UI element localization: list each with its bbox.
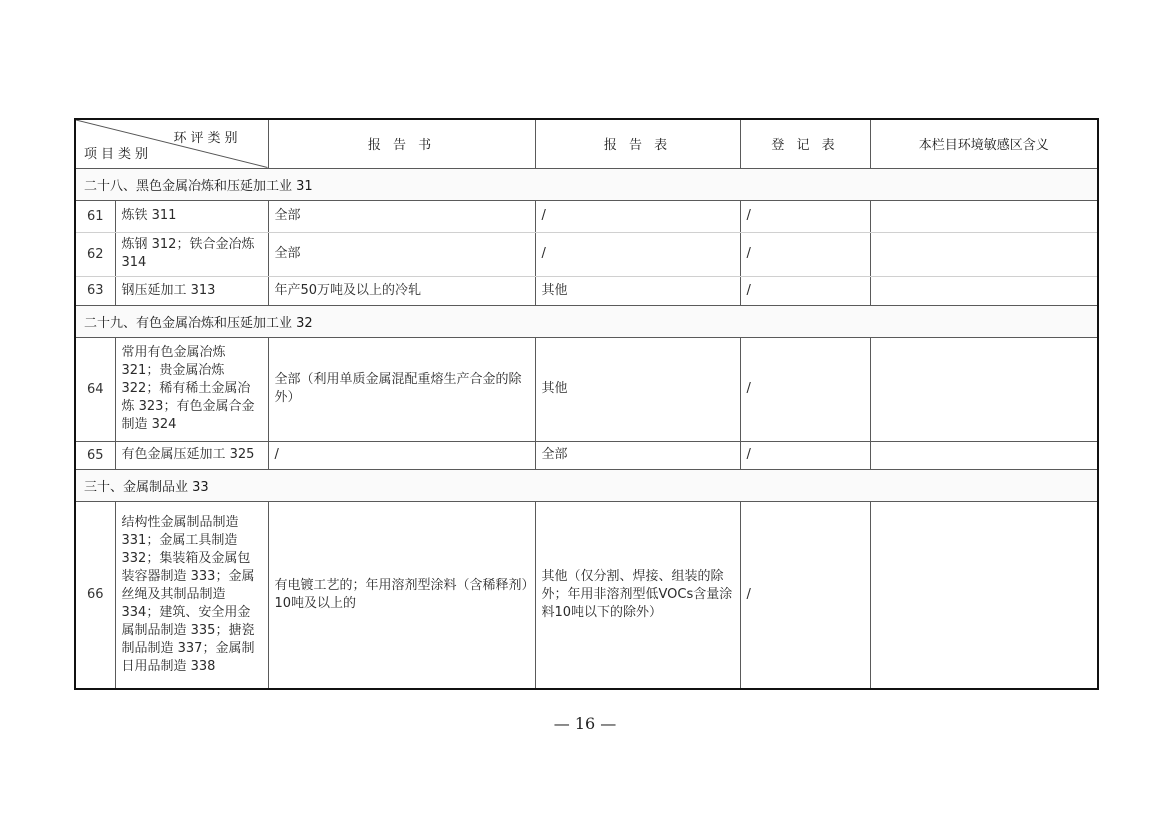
sensitive-area-cell	[870, 232, 1098, 276]
report-form-cell: 全部	[535, 441, 740, 469]
report-book-cell: 全部（利用单质金属混配重熔生产合金的除外）	[268, 337, 535, 441]
report-form-cell: /	[535, 200, 740, 232]
table-row-62	[75, 232, 1098, 276]
header-report-book: 报 告 书	[268, 119, 535, 168]
register-cell: /	[740, 501, 870, 689]
project-category: 常用有色金属冶炼 321；贵金属冶炼 322；稀有稀土金属冶炼 323；有色金属合金制造 324	[115, 337, 268, 441]
sensitive-area-cell	[870, 276, 1098, 305]
sensitive-area-cell	[870, 501, 1098, 689]
header-eia-category: 环评类别	[173, 131, 242, 146]
register-cell: /	[740, 232, 870, 276]
section-title: 三十、金属制品业 33	[75, 469, 1098, 501]
header-project-category: 项目类别	[84, 146, 153, 162]
table-row-63	[75, 276, 1098, 305]
project-category: 有色金属压延加工 325	[115, 441, 268, 469]
row-number: 66	[75, 501, 115, 689]
table-row-64	[75, 337, 1098, 441]
header-register-form: 登 记 表	[740, 119, 870, 168]
section-title: 二十九、有色金属冶炼和压延加工业 32	[75, 305, 1098, 337]
section-row-28	[75, 168, 1098, 200]
diagonal-header-cell	[75, 119, 268, 168]
report-book-cell: 有电镀工艺的；年用溶剂型涂料（含稀释剂）10吨及以上的	[268, 501, 535, 689]
report-form-cell: 其他	[535, 337, 740, 441]
classification-table	[74, 118, 1099, 690]
report-form-cell: /	[535, 232, 740, 276]
register-cell: /	[740, 441, 870, 469]
project-category: 结构性金属制品制造 331；金属工具制造 332；集装箱及金属包装容器制造 333；金属丝绳及其制品制造 334；建筑、安全用金属制品制造 335；搪瓷制品制造 337；金属制日用品制造 338	[115, 501, 268, 689]
page-number: — 16 —	[553, 714, 617, 733]
report-book-cell: 全部	[268, 232, 535, 276]
project-category: 钢压延加工 313	[115, 276, 268, 305]
register-cell: /	[740, 200, 870, 232]
table-row-61	[75, 200, 1098, 232]
sensitive-area-cell	[870, 441, 1098, 469]
row-number: 64	[75, 337, 115, 441]
report-form-cell: 其他	[535, 276, 740, 305]
report-form-cell: 其他（仅分割、焊接、组装的除外；年用非溶剂型低VOCs含量涂料10吨以下的除外）	[535, 501, 740, 689]
table-header-row	[75, 119, 1098, 168]
section-row-30	[75, 469, 1098, 501]
report-book-cell: /	[268, 441, 535, 469]
row-number: 65	[75, 441, 115, 469]
row-number: 61	[75, 200, 115, 232]
sensitive-area-cell	[870, 337, 1098, 441]
table-row-66	[75, 501, 1098, 689]
section-title: 二十八、黑色金属冶炼和压延加工业 31	[75, 168, 1098, 200]
table-row-65	[75, 441, 1098, 469]
report-book-cell: 全部	[268, 200, 535, 232]
row-number: 62	[75, 232, 115, 276]
section-row-29	[75, 305, 1098, 337]
register-cell: /	[740, 276, 870, 305]
project-category: 炼铁 311	[115, 200, 268, 232]
project-category: 炼钢 312；铁合金冶炼 314	[115, 232, 268, 276]
report-book-cell: 年产50万吨及以上的冷轧	[268, 276, 535, 305]
register-cell: /	[740, 337, 870, 441]
sensitive-area-cell	[870, 200, 1098, 232]
row-number: 63	[75, 276, 115, 305]
header-report-form: 报 告 表	[535, 119, 740, 168]
header-sensitive-area: 本栏目环境敏感区含义	[870, 119, 1098, 168]
